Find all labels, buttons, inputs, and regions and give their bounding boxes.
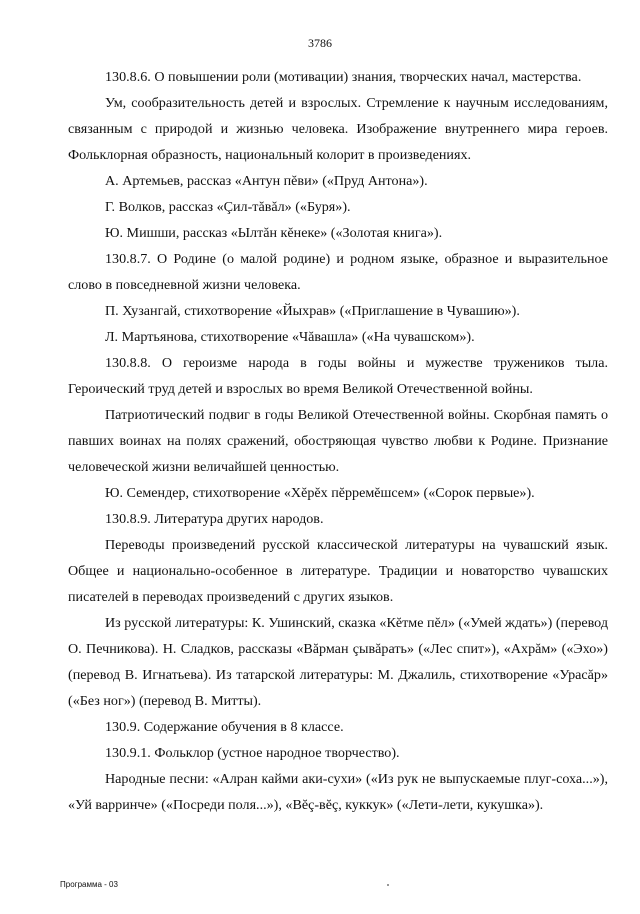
reading-list-item: Л. Мартьянова, стихотворение «Чăвашла» («На чувашском»).	[105, 329, 475, 345]
scan-speck	[387, 884, 389, 886]
page-number: 3786	[308, 36, 332, 50]
reading-list-item: Ю. Семендер, стихотворение «Хĕрĕх пĕрремĕшсем» («Сорок первые»).	[105, 485, 535, 501]
body-paragraph: Патриотический подвиг в годы Великой Отечественной войны. Скорбная память о павших воинах на полях сражений, обостряющая чувство любви к Родине. Признание человеческой жизни величайшей ценностью.	[68, 407, 608, 475]
reading-list-item: А. Артемьев, рассказ «Антун пĕви» («Пруд Антона»).	[105, 173, 428, 189]
section-heading: 130.8.7. О Родине (о малой родине) и родном языке, образное и выразительное слово в повседневной жизни человека.	[68, 251, 608, 293]
body-paragraph: Ум, сообразительность детей и взрослых. Стремление к научным исследованиям, связанным с природой и жизнью человека. Изображение внутреннего мира героев. Фольклорная образность, национальный колорит в произведениях.	[68, 95, 608, 163]
body-paragraph: Переводы произведений русской классической литературы на чувашский язык. Общее и национально-особенное в литературе. Традиции и новаторство чувашских писателей в переводах произведений с других языков.	[68, 537, 608, 605]
body-paragraph: Народные песни: «Алран кайми аки-сухи» («Из рук не выпускаемые плуг-соха...»), «Уй варринче» («Посреди поля...»), «Вĕç-вĕç, куккук» («Лети-лети, кукушка»).	[68, 771, 608, 813]
section-heading: 130.8.9. Литература других народов.	[105, 511, 324, 527]
footer-label: Программа - 03	[60, 880, 118, 889]
reading-list-item: Г. Волков, рассказ «Çил-тăвăл» («Буря»).	[105, 199, 351, 215]
reading-list-item: Ю. Мишши, рассказ «Ылтăн кĕнеке» («Золотая книга»).	[105, 225, 443, 241]
section-heading: 130.8.6. О повышении роли (мотивации) знания, творческих начал, мастерства.	[105, 69, 582, 85]
section-heading: 130.8.8. О героизме народа в годы войны и мужестве тружеников тыла. Героический труд детей и взрослых во время Великой Отечественной войны.	[68, 355, 608, 397]
body-paragraph: Из русской литературы: К. Ушинский, сказка «Кĕтме пĕл» («Умей ждать») (перевод О. Печникова). Н. Сладков, рассказы «Вăрман çывăрать» («Лес спит»), «Ахрăм» («Эхо») (перевод В. Игнатьева). Из татарской литературы: М. Джалиль, стихотворение «Урасăр» («Без ног») (перевод В. Митты).	[68, 615, 608, 709]
section-heading: 130.9. Содержание обучения в 8 классе.	[105, 719, 344, 735]
reading-list-item: П. Хузангай, стихотворение «Йыхрав» («Приглашение в Чувашию»).	[105, 303, 520, 319]
document-body	[68, 64, 608, 818]
section-heading: 130.9.1. Фольклор (устное народное творчество).	[105, 745, 400, 761]
